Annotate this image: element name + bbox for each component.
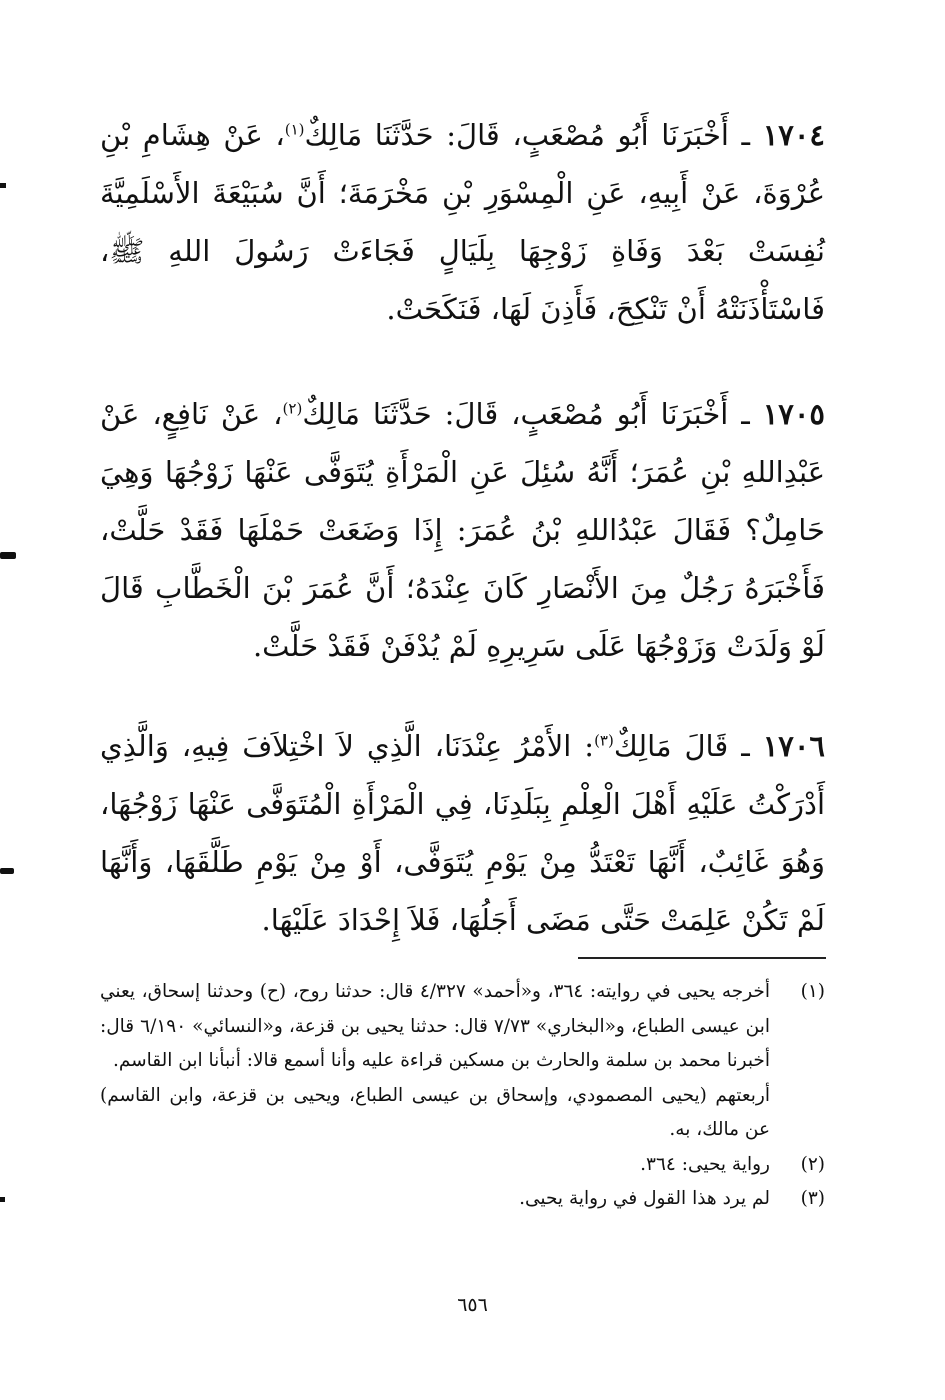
hadith-text: ، عَنْ نَافِعٍ، عَنْ عَبْدِاللهِ بْنِ عُمَرَ؛ أَنَّهُ سُئِلَ عَنِ الْمَرْأَةِ يُتَوَفَّى عَنْهَا زَوْجُهَا وَهِيَ حَامِلٌ؟ فَقَالَ عَبْدُاللهِ بْنُ عُمَرَ: إِذَا وَضَعَتْ حَمْلَهَا فَقَدْ حَلَّتْ، فَأَخْبَرَهُ رَجُلٌ مِنَ الأَنْصَارِ كَانَ عِنْدَهُ؛ أَنَّ عُمَرَ بْنَ الْخَطَّابِ قَالَ لَوْ وَلَدَتْ وَزَوْجُهَا عَلَى سَرِيرِهِ لَمْ يُدْفَنْ فَقَدْ حَلَّتْ. <box>100 397 825 663</box>
footnote-text: أخرجه يحيى في روايته: ٣٦٤، و«أحمد» ٤/٣٢٧ قال: حدثنا روح، (ح) وحدثنا إسحاق، يعني ابن عيسى الطباع، و«البخاري» ٧/٧٣ قال: حدثنا يحيى بن قزعة، و«النسائي» ٦/١٩٠ قال: أخبرنا محمد بن سلمة والحارث بن مسكين قراءة عليه وأنا أسمع قالا: أنبأنا ابن القاسم. <box>100 981 770 1071</box>
hadith-text: : الأَمْرُ عِنْدَنَا، الَّذِي لاَ اخْتِلاَفَ فِيهِ، وَالَّذِي أَدْرَكْتُ عَلَيْهِ أَهْلَ الْعِلْمِ بِبَلَدِنَا، فِي الْمَرْأَةِ الْمُتَوَفَّى عَنْهَا زَوْجُهَا، وَهُوَ غَائِبٌ، أَنَّهَا تَعْتَدُّ مِنْ يَوْمِ يُتَوَفَّى، أَوْ مِنْ يَوْمِ طَلَّقَهَا، وَأَنَّهَا لَمْ تَكُنْ عَلِمَتْ حَتَّى مَضَى أَجَلُهَا، فَلاَ إِحْدَادَ عَلَيْهَا. <box>100 729 825 937</box>
hadith-number: ١٧٠٦ <box>762 729 825 763</box>
scan-mark <box>0 868 14 874</box>
footnote-1 <box>100 975 825 1079</box>
hadith-1706 <box>100 717 825 949</box>
footnote-ref: (٢) <box>282 399 303 418</box>
hadith-number: ١٧٠٥ <box>762 397 825 431</box>
footnote-1-continuation: أربعتهم (يحيى المصمودي، وإسحاق بن عيسى الطباع، ويحيى بن قزعة، وابن القاسم) عن مالك، به. <box>100 1084 770 1140</box>
footnote-text: لم يرد هذا القول في رواية يحيى. <box>519 1188 770 1209</box>
footnote-3 <box>100 1182 825 1217</box>
hadith-paragraph <box>100 385 825 675</box>
scan-mark <box>0 183 6 188</box>
scan-mark <box>0 1197 5 1202</box>
hadith-text: ، عَنْ هِشَامِ بْنِ عُرْوَةَ، عَنْ أَبِيهِ، عَنِ الْمِسْوَرِ بْنِ مَخْرَمَةَ؛ أَنَّ سُبَيْعَةَ الأَسْلَمِيَّةَ نُفِسَتْ بَعْدَ وَفَاةِ زَوْجِهَا بِلَيَالٍ فَجَاءَتْ رَسُولَ اللهِ ﷺ، فَاسْتَأْذَنَتْهُ أَنْ تَنْكِحَ، فَأَذِنَ لَهَا، فَنَكَحَتْ. <box>100 118 825 326</box>
hadith-number: ١٧٠٤ <box>762 118 825 152</box>
footnote-divider <box>578 957 826 959</box>
footnote-text: رواية يحيى: ٣٦٤. <box>640 1153 770 1175</box>
scan-mark <box>0 552 16 559</box>
footnotes <box>100 975 825 1217</box>
hadith-text: ـ أَخْبَرَنَا أَبُو مُصْعَبٍ، قَالَ: حَدَّثَنَا مَالِكٌ <box>304 118 763 152</box>
footnote-ref: (١) <box>284 120 305 139</box>
hadith-1705 <box>100 385 825 675</box>
footnote-2 <box>100 1148 825 1183</box>
hadith-text: ـ أَخْبَرَنَا أَبُو مُصْعَبٍ، قَالَ: حَدَّثَنَا مَالِكٌ <box>302 397 763 431</box>
footnote-ref: (٣) <box>594 731 614 750</box>
footnote-number: (٣) <box>800 1188 825 1209</box>
hadith-text: ـ قَالَ مَالِكٌ <box>613 729 763 763</box>
hadith-paragraph <box>100 717 825 949</box>
footnote-number: (١) <box>800 981 825 1002</box>
hadith-paragraph <box>100 106 825 338</box>
hadith-1704 <box>100 106 825 338</box>
footnote-number: (٢) <box>800 1153 825 1175</box>
page-number: ٦٥٦ <box>457 1294 488 1316</box>
